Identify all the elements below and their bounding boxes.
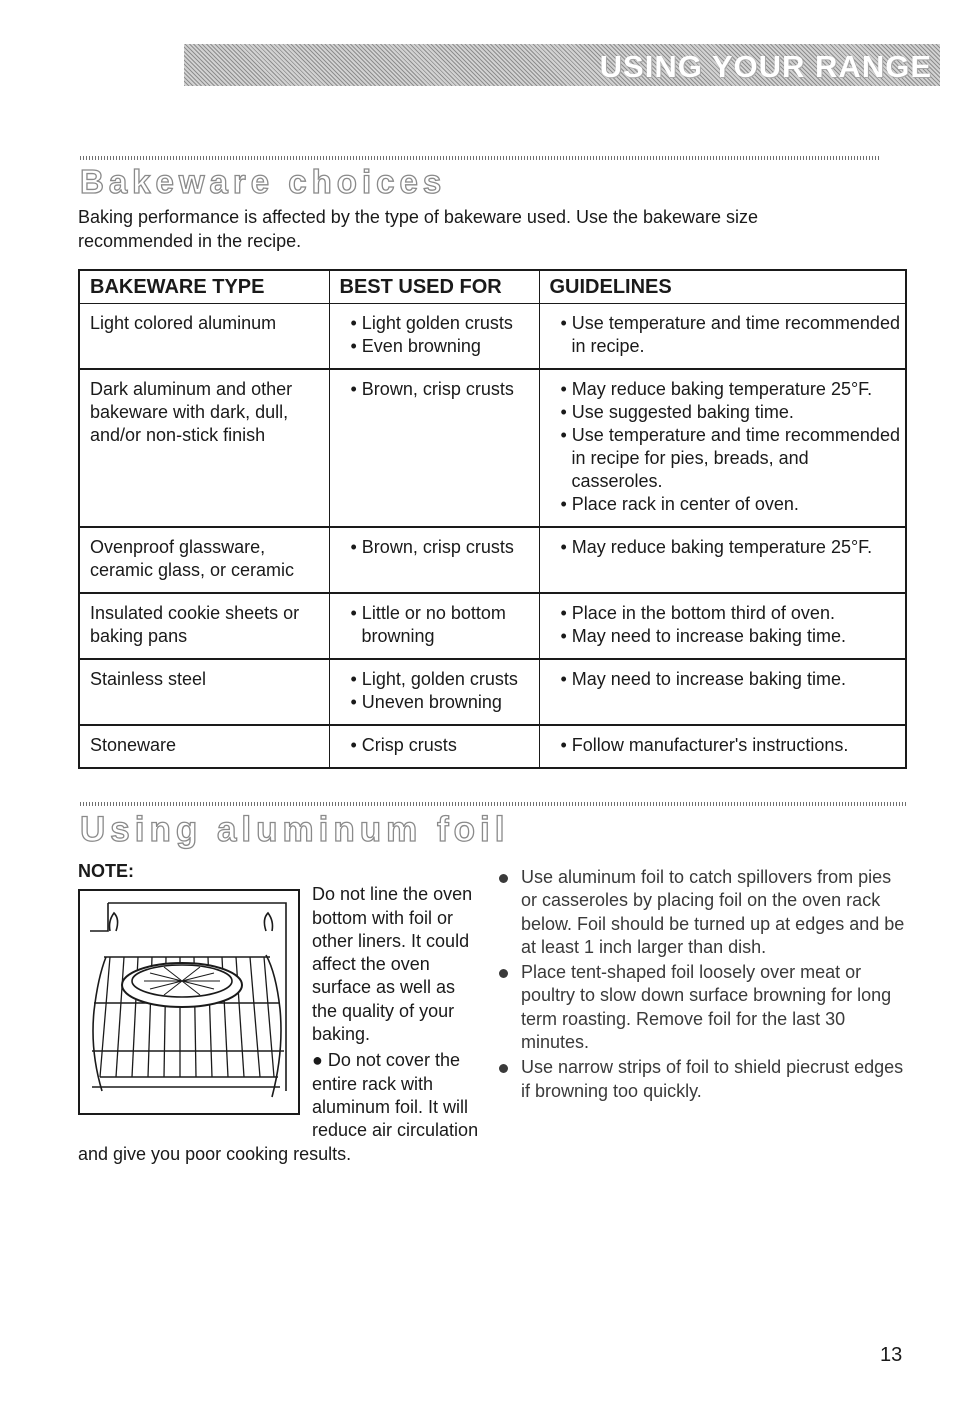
bullet-dot-icon: ●: [312, 1050, 323, 1071]
note-text: Do not line the oven bottom with foil or other liners. It could affect the oven surface as well as the quality of your baking.: [312, 884, 473, 1045]
list-item: • Brown, crisp crusts: [350, 537, 514, 557]
guidelines-cell: [539, 725, 906, 768]
bakeware-type-cell: Dark aluminum and other bakeware with dark, dull, and/or non-stick finish: [79, 369, 329, 527]
page-number: 13: [880, 1344, 903, 1366]
section-heading-foil: Using aluminum foil: [80, 810, 510, 849]
best-used-for-cell: [329, 725, 539, 768]
bullet-dot-icon: [499, 969, 508, 978]
column-header: BAKEWARE TYPE: [79, 270, 329, 304]
bakeware-type-cell: Insulated cookie sheets or baking pans: [79, 593, 329, 659]
list-item: • Uneven browning: [350, 692, 502, 712]
note-bullet-text: Do not cover the entire rack with aluminum foil. It will reduce air circulation and give you poor cooking results.: [78, 1050, 479, 1164]
banner-title: USING YOUR RANGE: [599, 49, 932, 84]
column-header: BEST USED FOR: [329, 270, 539, 304]
section-divider: [80, 156, 880, 160]
best-used-for-cell: [329, 527, 539, 593]
oven-rack-with-pie-illustration: [80, 891, 298, 1113]
list-item: [497, 961, 907, 1054]
guidelines-cell: [539, 304, 906, 370]
list-item: • Light, golden crusts: [350, 669, 518, 689]
list-item: • May reduce baking temperature 25°F.: [560, 379, 873, 399]
bakeware-type-cell: Stoneware: [79, 725, 329, 768]
list-item: [497, 1056, 907, 1103]
list-item: • Little or no bottom browning: [350, 603, 506, 646]
list-item: • Brown, crisp crusts: [350, 379, 514, 399]
list-item: • May need to increase baking time.: [560, 669, 846, 689]
list-item: • May reduce baking temperature 25°F.: [560, 537, 873, 557]
guidelines-cell: [539, 527, 906, 593]
table-row: [79, 527, 906, 593]
table-row: [79, 593, 906, 659]
bakeware-type-cell: Light colored aluminum: [90, 313, 277, 333]
header-banner: [184, 44, 940, 86]
section-divider: [80, 802, 906, 806]
guidelines-cell: [539, 659, 906, 725]
list-item: • Place rack in center of oven.: [560, 494, 799, 514]
list-item: • Crisp crusts: [350, 735, 457, 755]
table-row: [79, 725, 906, 768]
bakeware-type-cell: Stainless steel: [79, 659, 329, 725]
best-used-for-cell: [329, 304, 539, 370]
tip-text: Place tent-shaped foil loosely over meat or poultry to slow down surface browning for long term roasting. Remove foil for the last 30 minutes.: [521, 962, 892, 1053]
guidelines-cell: [539, 369, 906, 527]
list-item: • Use temperature and time recommended in recipe for pies, breads, and casseroles.: [560, 425, 900, 491]
tip-text: Use aluminum foil to catch spillovers from pies or casseroles by placing foil on the oven rack below. Foil should be turned up at edges and be at least 1 inch larger than dish.: [521, 867, 905, 957]
list-item: • Use suggested baking time.: [560, 402, 794, 422]
list-item: • Even browning: [350, 336, 481, 356]
best-used-for-cell: [329, 659, 539, 725]
tip-text: Use narrow strips of foil to shield piecrust edges if browning too quickly.: [521, 1057, 904, 1101]
list-item: • Place in the bottom third of oven.: [560, 603, 835, 623]
table-row: [79, 304, 906, 370]
bakeware-type-cell: Ovenproof glassware, ceramic glass, or ceramic: [79, 527, 329, 593]
list-item: [497, 866, 907, 959]
bullet-dot-icon: [499, 1064, 508, 1073]
table-header-row: [79, 270, 906, 304]
foil-tips-list: [497, 866, 907, 1103]
column-header: GUIDELINES: [539, 270, 906, 304]
list-item: • Light golden crusts: [350, 313, 513, 333]
bakeware-table: [78, 269, 907, 769]
table-row: [79, 659, 906, 725]
list-item: • Use temperature and time recommended in recipe.: [560, 313, 900, 356]
bakeware-intro: Baking performance is affected by the type of bakeware used. Use the bakeware size recommended in the recipe.: [78, 207, 759, 251]
oven-rack-illustration: [78, 889, 300, 1115]
best-used-for-cell: [329, 369, 539, 527]
list-item: • May need to increase baking time.: [560, 626, 846, 646]
table-row: [79, 369, 906, 527]
best-used-for-cell: [329, 593, 539, 659]
bullet-dot-icon: [499, 874, 508, 883]
section-heading-bakeware: Bakeware choices: [80, 163, 447, 200]
note-label: NOTE:: [78, 861, 134, 881]
list-item: • Follow manufacturer's instructions.: [560, 735, 849, 755]
note-column: [78, 860, 483, 1166]
note-first-line: [78, 860, 483, 883]
guidelines-cell: [539, 593, 906, 659]
